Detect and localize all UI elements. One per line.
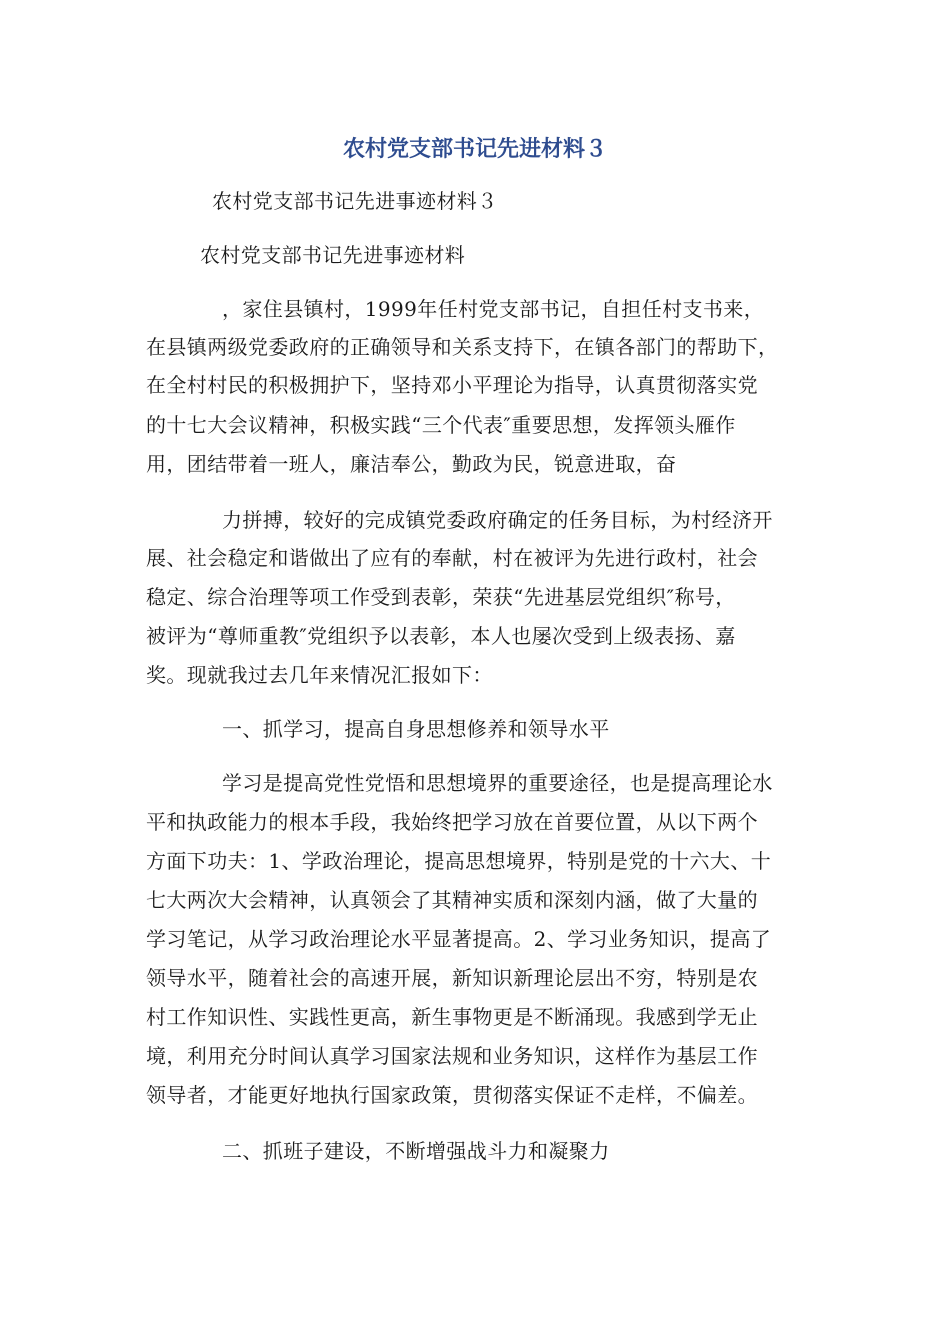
- section-heading: 二、抓班子建设，不断增强战斗力和凝聚力: [222, 1139, 610, 1163]
- paragraph-line: 学习是提高党性党悟和思想境界的重要途径，也是提高理论水: [222, 771, 773, 795]
- paragraph-line: 方面下功夫：1、学政治理论，提高思想境界，特别是党的十六大、十: [146, 849, 772, 873]
- section-heading: 一、抓学习，提高自身思想修养和领导水平: [222, 717, 610, 741]
- document-title: 农村党支部书记先进材料３: [342, 137, 607, 162]
- subtitle-line: 农村党支部书记先进事迹材料３: [212, 189, 498, 213]
- paragraph-line: 村工作知识性、实践性更高，新生事物更是不断涌现。我感到学无止: [146, 1005, 758, 1029]
- paragraph-line: ，家住县镇村，1999年任村党支部书记，自担任村支书来，: [222, 297, 765, 321]
- paragraph-line: 展、社会稳定和谐做出了应有的奉献，村在被评为先进行政村，社会: [146, 546, 758, 570]
- paragraph-line: 七大两次大会精神，认真领会了其精神实质和深刻内涵，做了大量的: [146, 888, 758, 912]
- paragraph-line: 被评为“尊师重教″党组织予以表彰，本人也屡次受到上级表扬、嘉: [146, 624, 736, 648]
- paragraph-line: 稳定、综合治理等项工作受到表彰，荣获“先进基层党组织″称号，: [146, 585, 736, 609]
- paragraph-line: 领导者，才能更好地执行国家政策，贯彻落实保证不走样，不偏差。: [146, 1083, 758, 1107]
- subtitle-line: 农村党支部书记先进事迹材料: [200, 243, 466, 267]
- paragraph-line: 境，利用充分时间认真学习国家法规和业务知识，这样作为基层工作: [146, 1044, 758, 1068]
- paragraph-line: 的十七大会议精神，积极实践“三个代表″重要思想，发挥领头雁作: [146, 413, 736, 437]
- paragraph-line: 奖。现就我过去几年来情况汇报如下：: [146, 663, 493, 687]
- paragraph-line: 在县镇两级党委政府的正确领导和关系支持下，在镇各部门的帮助下，: [146, 335, 779, 359]
- paragraph-line: 平和执政能力的根本手段，我始终把学习放在首要位置，从以下两个: [146, 810, 758, 834]
- paragraph-line: 用，团结带着一班人，廉洁奉公，勤政为民，锐意进取，奋: [146, 452, 677, 476]
- paragraph-line: 领导水平，随着社会的高速开展，新知识新理论层出不穷，特别是农: [146, 966, 758, 990]
- paragraph-line: 学习笔记，从学习政治理论水平显著提高。2、学习业务知识，提高了: [146, 927, 772, 951]
- paragraph-line: 在全村村民的积极拥护下，坚持邓小平理论为指导，认真贯彻落实党: [146, 373, 758, 397]
- paragraph-line: 力拼搏，较好的完成镇党委政府确定的任务目标，为村经济开: [222, 508, 773, 532]
